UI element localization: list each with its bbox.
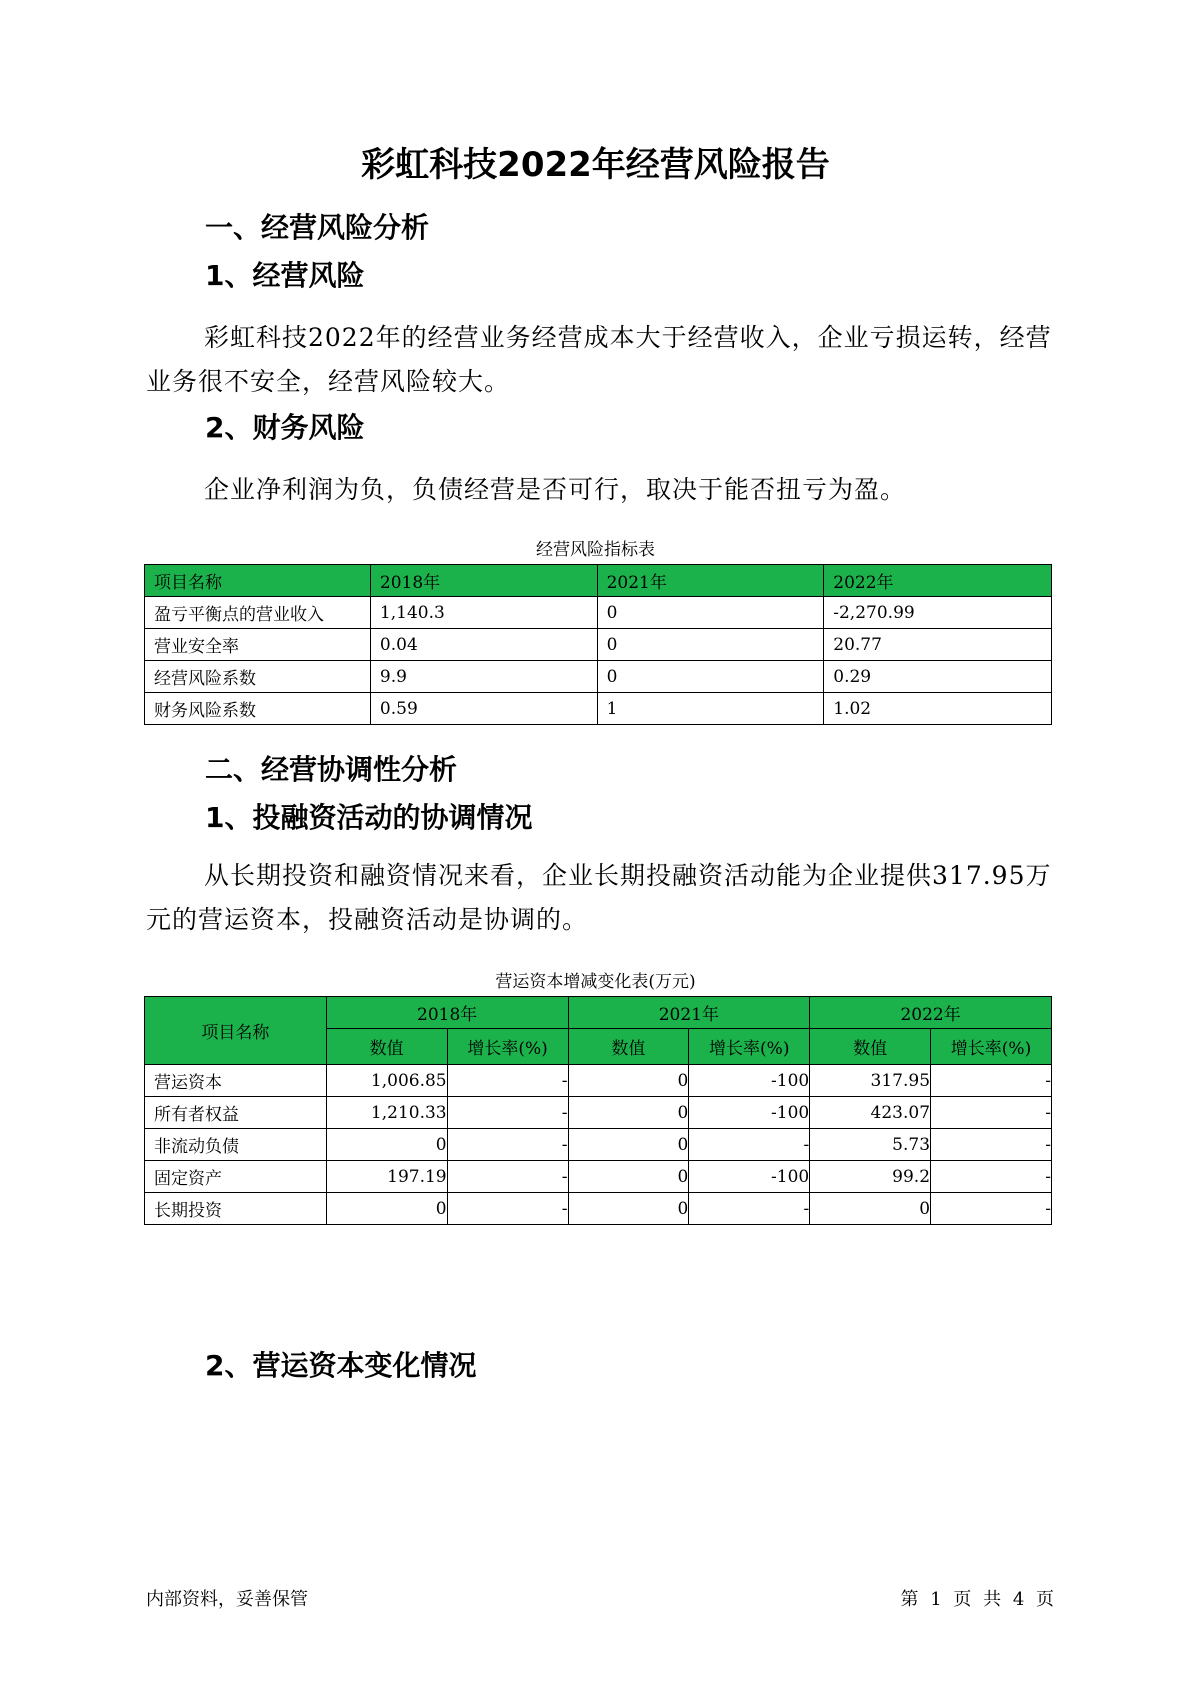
table-cell: 营业安全率 <box>145 629 371 661</box>
header-cell: 2021年 <box>568 997 810 1029</box>
table-cell: - <box>447 1065 568 1097</box>
table-row <box>145 1065 1052 1097</box>
footer-page-number: 第 1 页 共 4 页 <box>900 1589 1054 1610</box>
footer-confidential-note: 内部资料，妥善保管 <box>146 1589 308 1610</box>
header-cell: 项目名称 <box>145 565 371 597</box>
table-cell: 1.02 <box>824 693 1052 725</box>
table-cell: - <box>689 1193 810 1225</box>
table-cell: 长期投资 <box>145 1193 327 1225</box>
table-caption-working-capital: 营运资本增减变化表(万元) <box>495 972 696 992</box>
table-cell: - <box>931 1097 1052 1129</box>
paragraph-financial-risk: 企业净利润为负，负债经营是否可行，取决于能否扭亏为盈。 <box>204 475 907 504</box>
table-cell: - <box>931 1065 1052 1097</box>
table-cell: - <box>689 1129 810 1161</box>
table-cell: 423.07 <box>810 1097 931 1129</box>
table-cell: 5.73 <box>810 1129 931 1161</box>
table-cell: 0 <box>568 1065 689 1097</box>
table-cell: -100 <box>689 1065 810 1097</box>
table-row <box>145 1129 1052 1161</box>
table-cell: - <box>447 1129 568 1161</box>
header-cell: 增长率(%) <box>931 1029 1052 1065</box>
table-cell: - <box>447 1161 568 1193</box>
table-cell: 营运资本 <box>145 1065 327 1097</box>
table-cell: 1,140.3 <box>370 597 597 629</box>
table-cell: 非流动负债 <box>145 1129 327 1161</box>
table-cell: 0.29 <box>824 661 1052 693</box>
table-cell: 固定资产 <box>145 1161 327 1193</box>
table-cell: 0 <box>568 1193 689 1225</box>
header-cell: 2018年 <box>370 565 597 597</box>
table-cell: - <box>931 1129 1052 1161</box>
section-heading-risk-analysis: 一、经营风险分析 <box>205 211 430 244</box>
subheading-financial-risk: 2、财务风险 <box>205 411 365 444</box>
table-row <box>145 629 1052 661</box>
table-cell: 1 <box>597 693 824 725</box>
header-cell: 数值 <box>568 1029 689 1065</box>
table-cell: -100 <box>689 1097 810 1129</box>
table-row <box>145 1097 1052 1129</box>
table-cell: 99.2 <box>810 1161 931 1193</box>
table-cell: - <box>931 1161 1052 1193</box>
subheading-financing-coordination: 1、投融资活动的协调情况 <box>205 801 533 834</box>
table-cell: 317.95 <box>810 1065 931 1097</box>
document-title: 彩虹科技2022年经营风险报告 <box>361 145 830 185</box>
table-cell: -100 <box>689 1161 810 1193</box>
subheading-working-capital-change: 2、营运资本变化情况 <box>205 1349 477 1382</box>
table-cell: 0 <box>326 1193 447 1225</box>
header-cell: 增长率(%) <box>689 1029 810 1065</box>
table-header-row <box>145 565 1052 597</box>
section-heading-coordination: 二、经营协调性分析 <box>205 753 458 786</box>
table-row <box>145 1161 1052 1193</box>
table-caption-risk-indicators: 经营风险指标表 <box>536 540 655 560</box>
table-cell: 0 <box>568 1097 689 1129</box>
table-cell: 0 <box>810 1193 931 1225</box>
table-cell: 0.59 <box>370 693 597 725</box>
subheading-operating-risk: 1、经营风险 <box>205 259 365 292</box>
table-row <box>145 693 1052 725</box>
table-cell: 1,210.33 <box>326 1097 447 1129</box>
header-cell: 项目名称 <box>145 997 327 1065</box>
header-cell: 2022年 <box>824 565 1052 597</box>
table-cell: 所有者权益 <box>145 1097 327 1129</box>
table-cell: 0.04 <box>370 629 597 661</box>
risk-indicator-table <box>144 564 1052 725</box>
table-cell: 0 <box>597 661 824 693</box>
table-cell: 经营风险系数 <box>145 661 371 693</box>
table-cell: 盈亏平衡点的营业收入 <box>145 597 371 629</box>
table-cell: 0 <box>568 1161 689 1193</box>
header-cell: 数值 <box>326 1029 447 1065</box>
table-header-row <box>145 997 1052 1029</box>
table-cell: -2,270.99 <box>824 597 1052 629</box>
table-row <box>145 1193 1052 1225</box>
table-cell: 0 <box>597 629 824 661</box>
table-cell: 财务风险系数 <box>145 693 371 725</box>
working-capital-table <box>144 996 1052 1225</box>
table-cell: 0 <box>568 1129 689 1161</box>
table-cell: 197.19 <box>326 1161 447 1193</box>
table-row <box>145 597 1052 629</box>
table-cell: - <box>447 1193 568 1225</box>
table-cell: - <box>447 1097 568 1129</box>
table-cell: 0 <box>326 1129 447 1161</box>
table-cell: - <box>931 1193 1052 1225</box>
paragraph-operating-risk: 彩虹科技2022年的经营业务经营成本大于经营收入，企业亏损运转，经营业务很不安全，经营风险较大。 <box>146 323 1052 396</box>
paragraph-financing-coordination: 从长期投资和融资情况来看，企业长期投融资活动能为企业提供317.95万元的营运资本，投融资活动是协调的。 <box>146 861 1052 934</box>
table-cell: 9.9 <box>370 661 597 693</box>
table-cell: 20.77 <box>824 629 1052 661</box>
table-cell: 0 <box>597 597 824 629</box>
header-cell: 2022年 <box>810 997 1052 1029</box>
table-row <box>145 661 1052 693</box>
table-cell: 1,006.85 <box>326 1065 447 1097</box>
header-cell: 增长率(%) <box>447 1029 568 1065</box>
header-cell: 2021年 <box>597 565 824 597</box>
header-cell: 数值 <box>810 1029 931 1065</box>
header-cell: 2018年 <box>326 997 568 1029</box>
